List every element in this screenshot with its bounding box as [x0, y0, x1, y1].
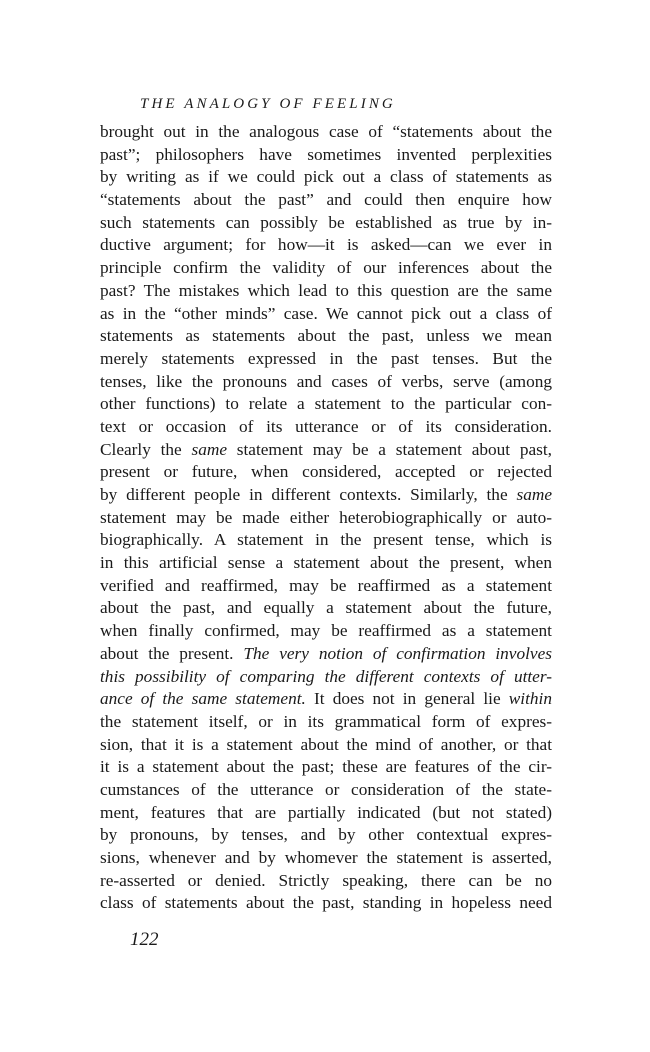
- text-line: [100, 212, 552, 235]
- italic-text: this possibility of comparing the different contexts of utter-: [100, 666, 552, 686]
- text-segment: such statements can possibly be established as true by in-: [100, 212, 552, 232]
- text-line: [100, 529, 552, 552]
- text-segment: it is a statement about the past; these are features of the cir-: [100, 757, 552, 777]
- text-segment: past? The mistakes which lead to this question are the same: [100, 280, 552, 300]
- text-segment: as in the “other minds” case. We cannot pick out a class of: [100, 303, 552, 323]
- italic-text: same: [516, 485, 552, 504]
- text-segment: statement may be made either heterobiographically or auto-: [100, 507, 552, 527]
- text-segment: about the past, and equally a statement about the future,: [100, 598, 552, 618]
- text-line: [100, 666, 552, 689]
- text-line: [100, 393, 552, 416]
- text-line: [100, 166, 552, 189]
- text-line: [100, 189, 552, 212]
- text-line: [100, 439, 552, 462]
- text-line: [100, 870, 552, 893]
- text-line: [100, 303, 552, 326]
- text-line: [100, 756, 552, 779]
- text-line: [100, 643, 552, 666]
- text-line: [100, 597, 552, 620]
- text-line: [100, 824, 552, 847]
- text-line: [100, 416, 552, 439]
- text-segment: text or occasion of its utterance or of its consideration.: [100, 416, 552, 436]
- italic-text: The very notion of confirmation involves: [243, 643, 552, 663]
- text-line: [100, 325, 552, 348]
- text-segment: cumstances of the utterance or consideration of the state-: [100, 779, 552, 799]
- text-segment: present or future, when considered, accepted or rejected: [100, 462, 552, 482]
- text-segment: when finally confirmed, may be reaffirmed as a statement: [100, 621, 552, 641]
- text-line: [100, 121, 552, 144]
- text-line: [100, 144, 552, 167]
- text-segment: the statement itself, or in its grammatical form of expres-: [100, 711, 552, 731]
- text-segment: statements as statements about the past, unless we mean: [100, 326, 552, 346]
- body-text: [100, 121, 552, 915]
- text-line: [100, 892, 552, 915]
- italic-text: within: [508, 689, 552, 709]
- text-segment: by pronouns, by tenses, and by other contextual expres-: [100, 825, 552, 845]
- text-segment: class of statements about the past, standing in hopeless need: [100, 893, 552, 913]
- text-segment: merely statements expressed in the past tenses. But the: [100, 348, 552, 368]
- text-segment: re-asserted or denied. Strictly speaking, there can be no: [100, 870, 552, 890]
- text-segment: by different people in different contexts. Similarly, the: [100, 485, 517, 504]
- text-line: [100, 484, 552, 507]
- text-line: [100, 620, 552, 643]
- text-line: [100, 711, 552, 734]
- text-segment: brought out in the analogous case of “statements about the: [100, 122, 552, 141]
- text-segment: past”; philosophers have sometimes invented perplexities: [100, 144, 552, 164]
- italic-text: ance of the same statement.: [100, 689, 306, 709]
- text-segment: statement may be a statement about past,: [227, 439, 552, 459]
- text-segment: “statements about the past” and could then enquire how: [100, 190, 552, 210]
- text-line: [100, 734, 552, 757]
- text-segment: about the present.: [100, 643, 244, 663]
- text-segment: Clearly the: [100, 439, 192, 459]
- text-segment: It does not in general lie: [305, 689, 509, 709]
- text-segment: verified and reaffirmed, may be reaffirmed as a statement: [100, 575, 552, 595]
- text-line: [100, 688, 552, 711]
- text-segment: sions, whenever and by whomever the statement is asserted,: [100, 848, 552, 867]
- text-segment: tenses, like the pronouns and cases of verbs, serve (among: [100, 371, 552, 391]
- text-segment: principle confirm the validity of our inferences about the: [100, 258, 552, 278]
- text-line: [100, 371, 552, 394]
- text-segment: in this artificial sense a statement about the present, when: [100, 553, 552, 573]
- text-line: [100, 507, 552, 530]
- text-line: [100, 348, 552, 371]
- text-line: [100, 280, 552, 303]
- text-segment: other functions) to relate a statement to the particular con-: [100, 394, 552, 414]
- text-segment: ductive argument; for how—it is asked—can we ever in: [100, 235, 552, 255]
- italic-text: same: [191, 439, 228, 459]
- running-head: THE ANALOGY OF FEELING: [140, 96, 396, 112]
- text-segment: ment, features that are partially indicated (but not stated): [100, 802, 552, 822]
- text-line: [100, 552, 552, 575]
- text-segment: by writing as if we could pick out a class of statements as: [100, 167, 552, 187]
- text-segment: sion, that it is a statement about the mind of another, or that: [100, 734, 552, 754]
- text-line: [100, 461, 552, 484]
- text-line: [100, 779, 552, 802]
- text-line: [100, 257, 552, 280]
- text-line: [100, 847, 552, 870]
- text-line: [100, 234, 552, 257]
- text-line: [100, 802, 552, 825]
- text-segment: biographically. A statement in the present tense, which is: [100, 530, 552, 550]
- page-number: 122: [130, 929, 159, 950]
- text-line: [100, 575, 552, 598]
